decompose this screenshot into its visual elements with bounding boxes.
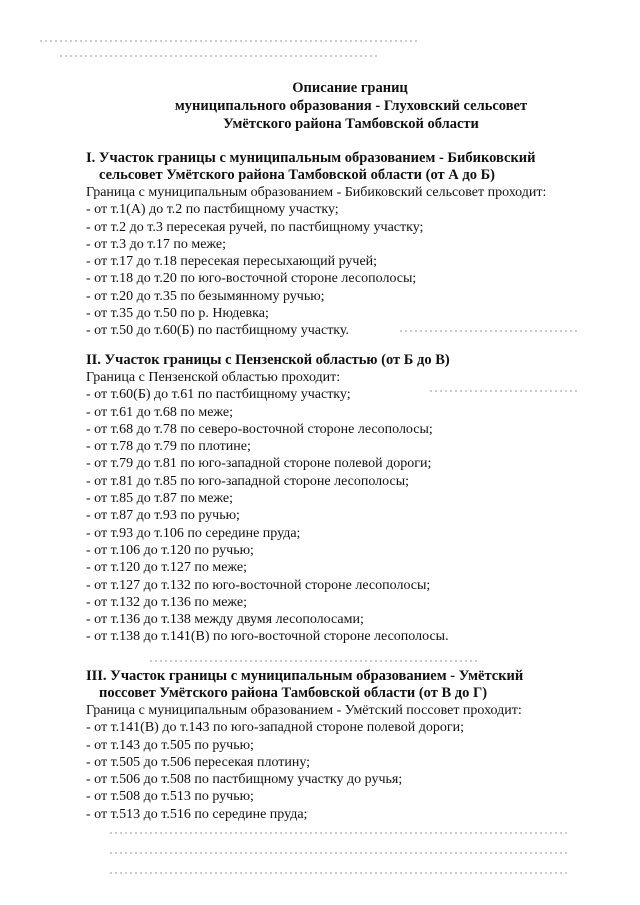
list-item: - от т.2 до т.3 пересекая ручей, по пастбищному участку;: [86, 219, 424, 235]
scan-artifact: [110, 872, 570, 874]
list-item: - от т.127 до т.132 по юго-восточной стороне лесополосы;: [86, 577, 431, 593]
list-item: - от т.17 до т.18 пересекая пересыхающий ручей;: [86, 254, 378, 270]
document-title: [0, 79, 640, 133]
list-item: - от т.93 до т.106 по середине пруда;: [86, 525, 301, 541]
section-intro: Граница с Пензенской областью проходит:: [86, 370, 341, 385]
list-item: - от т.508 до т.513 по ручью;: [86, 789, 254, 805]
title-line: Описание границ: [292, 80, 408, 96]
list-item: - от т.1(А) до т.2 по пастбищному участку;: [86, 202, 339, 218]
title-line: муниципального образования - Глуховский сельсовет: [174, 98, 528, 114]
scan-artifact: [400, 330, 580, 332]
list-item: - от т.143 до т.505 по ручью;: [86, 737, 254, 753]
list-item: - от т.35 до т.50 по р. Нюдевка;: [86, 306, 269, 322]
scan-artifact: [110, 852, 570, 854]
section-intro: Граница с муниципальным образованием - Бибиковский сельсовет проходит:: [86, 185, 547, 200]
scan-artifact: [40, 40, 420, 42]
title-line: Умётского района Тамбовской области: [223, 116, 479, 132]
scan-artifact: [110, 832, 570, 834]
boundary-list: [86, 719, 626, 823]
section-heading: поссовет Умётского района Тамбовской области (от В до Г): [99, 685, 488, 701]
boundary-list: [86, 386, 626, 645]
list-item: - от т.138 до т.141(В) по юго-восточной стороне лесополосы.: [86, 629, 449, 645]
list-item: - от т.120 до т.127 по меже;: [86, 560, 248, 576]
list-item: - от т.79 до т.81 по юго-западной стороне полевой дороги;: [86, 456, 432, 472]
list-item: - от т.3 до т.17 по меже;: [86, 236, 227, 252]
section-intro: Граница с муниципальным образованием - Умётский поссовет проходит:: [86, 703, 522, 718]
list-item: - от т.81 до т.85 по юго-западной стороне лесополосы;: [86, 473, 409, 489]
list-item: - от т.106 до т.120 по ручью;: [86, 542, 254, 558]
list-item: - от т.50 до т.60(Б) по пастбищному участку.: [86, 323, 350, 339]
section-heading: II. Участок границы с Пензенской областью (от Б до В): [86, 352, 450, 368]
list-item: - от т.20 до т.35 по безымянному ручью;: [86, 288, 325, 304]
section-heading: I. Участок границы с муниципальным образованием - Бибиковский: [86, 150, 536, 166]
section-heading: сельсовет Умётского района Тамбовской области (от А до Б): [99, 167, 495, 183]
list-item: - от т.60(Б) до т.61 по пастбищному участку;: [86, 387, 351, 403]
section-2: [86, 352, 626, 646]
section-3: [86, 668, 626, 823]
section-1: [86, 150, 626, 340]
scan-artifact: [150, 660, 480, 662]
list-item: - от т.132 до т.136 по меже;: [86, 594, 248, 610]
list-item: - от т.513 до т.516 по середине пруда;: [86, 806, 308, 822]
list-item: - от т.78 до т.79 по плотине;: [86, 439, 251, 455]
list-item: - от т.68 до т.78 по северо-восточной стороне лесополосы;: [86, 421, 433, 437]
list-item: - от т.136 до т.138 между двумя лесополосами;: [86, 612, 364, 628]
list-item: - от т.61 до т.68 по меже;: [86, 404, 234, 420]
list-item: - от т.141(В) до т.143 по юго-западной стороне полевой дороги;: [86, 720, 465, 736]
boundary-list: [86, 201, 626, 339]
scan-artifact: [430, 390, 580, 392]
list-item: - от т.506 до т.508 по пастбищному участку до ручья;: [86, 772, 403, 788]
list-item: - от т.18 до т.20 по юго-восточной стороне лесополосы;: [86, 271, 417, 287]
scan-artifact: [60, 55, 380, 57]
section-heading: III. Участок границы с муниципальным образованием - Умётский: [86, 668, 524, 684]
list-item: - от т.87 до т.93 по ручью;: [86, 508, 240, 524]
list-item: - от т.85 до т.87 по меже;: [86, 491, 234, 507]
list-item: - от т.505 до т.506 пересекая плотину;: [86, 754, 311, 770]
